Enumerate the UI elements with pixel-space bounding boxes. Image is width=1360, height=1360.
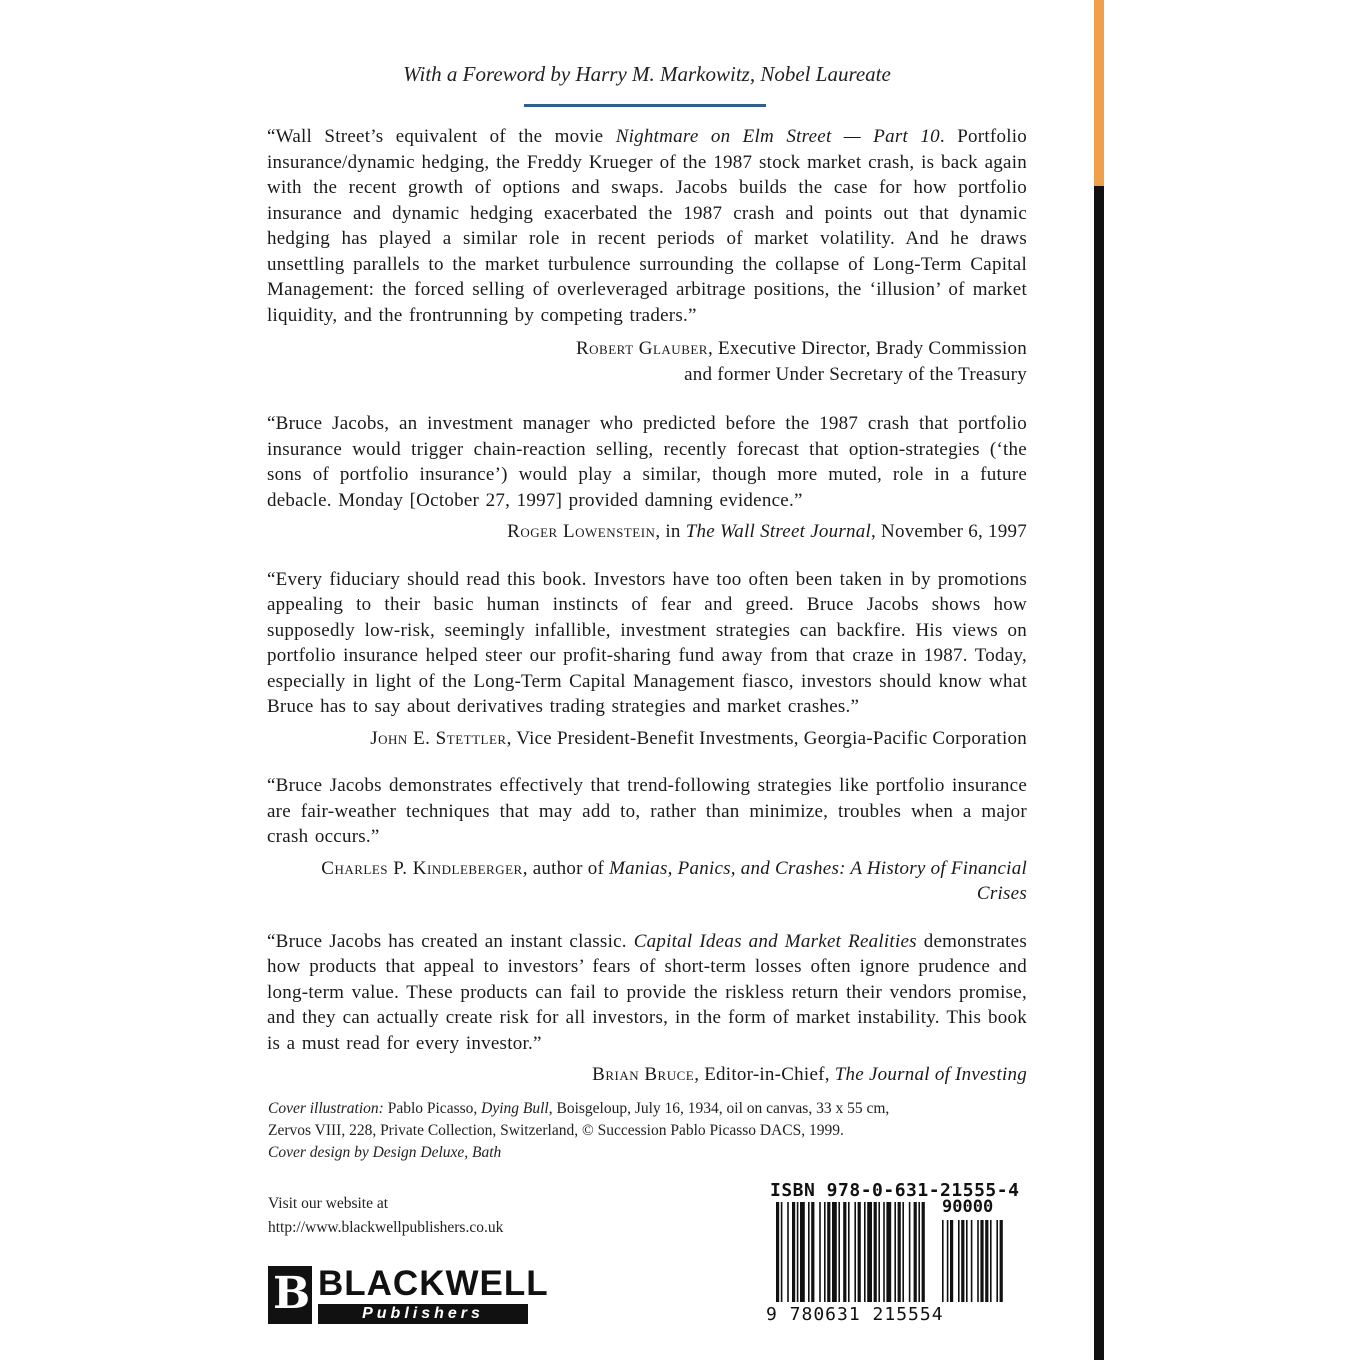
endorsement-kindleberger (267, 773, 1027, 907)
barcode-bar (886, 1202, 891, 1302)
website-block (268, 1192, 503, 1240)
quote-text: “Wall Street’s equivalent of the movie Nightmare on Elm Street — Part 10. Portfolio insurance/dynamic hedging, the Freddy Krueger of the 1987 stock market crash, is back again with the recent growth of options and swaps. Jacobs builds the case for how portfolio insurance and dynamic hedging exacerbated the 1987 crash and points out that dynamic hedging has played a similar role in recent periods of market volatility. And he draws unsettling parallels to the market turbulence surrounding the collapse of Long-Term Capital Management: the forced selling of overleveraged arbitrage positions, the ‘illusion’ of market liquidity, and the frontrunning by competing traders.” (267, 126, 1028, 326)
barcode-bar (824, 1202, 826, 1302)
barcode-bar (808, 1202, 810, 1302)
barcode-bar (776, 1202, 779, 1302)
addon-bar (950, 1220, 953, 1302)
addon-bar (971, 1220, 973, 1302)
barcode-bar (858, 1202, 861, 1302)
barcode-bar (894, 1202, 896, 1302)
title-rule (524, 104, 766, 107)
barcode-bar (922, 1202, 925, 1302)
barcode-bar (781, 1202, 783, 1302)
illustration-credit: Cover illustration: Pablo Picasso, Dying Bull, Boisgeloup, July 16, 1934, oil on canvas, 33 x 55 cm, (268, 1100, 890, 1117)
website-url[interactable]: http://www.blackwellpublishers.co.uk (268, 1219, 504, 1236)
barcode-bar (874, 1202, 877, 1302)
addon-bar (1000, 1220, 1003, 1302)
quote-attribution: Robert Glauber, Executive Director, Brady Commission and former Under Secretary of the Treasury (576, 338, 1027, 385)
foreword-line: With a Foreword by Harry M. Markowitz, Nobel Laureate (403, 62, 891, 86)
quote-attribution: John E. Stettler, Vice President-Benefit Investments, Georgia-Pacific Corporation (370, 727, 1027, 749)
addon-bar (990, 1220, 992, 1302)
barcode-bar (800, 1202, 805, 1302)
addon-bar (942, 1220, 944, 1302)
cover-credits (268, 1098, 1028, 1164)
barcode-bar (792, 1202, 795, 1302)
barcode-bar (819, 1202, 821, 1302)
barcode-bars (766, 1180, 1026, 1310)
addon-bar (996, 1220, 998, 1302)
barcode-bar (918, 1202, 920, 1302)
isbn-text: ISBN 978-0-631-21555-4 (770, 1180, 1020, 1201)
barcode-bar (838, 1202, 840, 1302)
publisher-name: BLACKWELL (318, 1264, 549, 1303)
barcode-bar (864, 1202, 866, 1302)
addon-bar (985, 1220, 988, 1302)
barcode-bar (898, 1202, 901, 1302)
publisher-mark: B (268, 1266, 312, 1324)
barcode-bar (797, 1202, 799, 1302)
barcode-digits: 9 780631 215554 (766, 1304, 944, 1325)
price-addon: 90000 (942, 1197, 994, 1217)
isbn-barcode (766, 1180, 1026, 1330)
quote-attribution: Charles P. Kindleberger, author of Manias, Panics, and Crashes: A History of Financial Crises (321, 857, 1027, 904)
barcode-bar (902, 1202, 904, 1302)
spine-orange-strip (1094, 0, 1104, 186)
barcode-bar (914, 1202, 917, 1302)
spine-black-strip (1094, 186, 1104, 1360)
addon-bar (980, 1220, 983, 1302)
publisher-sub: Publishers (318, 1304, 528, 1324)
website-label: Visit our website at (268, 1195, 389, 1212)
quote-attribution: Roger Lowenstein, in The Wall Street Journal, November 6, 1997 (507, 521, 1027, 542)
quote-text: “Bruce Jacobs has created an instant classic. Capital Ideas and Market Realities demonstrates how products that appeal to investors’ fears of short-term losses often ignore prudence and long-term value. These products can fail to provide the riskless return their vendors promise, and they can actually create risk for all investors, in the form of market instability. This book is a must read for every investor.” (267, 930, 1027, 1054)
quote-attribution: Brian Bruce, Editor-in-Chief, The Journal of Investing (592, 1064, 1027, 1085)
addon-bar (977, 1220, 979, 1302)
addon-bar (947, 1220, 949, 1302)
addon-bar (966, 1220, 968, 1302)
quote-text: “Bruce Jacobs demonstrates effectively that trend-following strategies like portfolio insurance are fair-weather techniques that may add to, rather than minimize, troubles when a major crash occurs.” (267, 775, 1027, 847)
barcode-bar (909, 1202, 911, 1302)
barcode-bar (843, 1202, 846, 1302)
barcode-bar (867, 1202, 872, 1302)
endorsement-glauber (267, 124, 1027, 387)
barcode-bar (848, 1202, 850, 1302)
barcode-bar (878, 1202, 880, 1302)
endorsement-lowenstein (267, 411, 1027, 545)
addon-bar (958, 1220, 960, 1302)
endorsements (267, 124, 1027, 1106)
barcode-bar (883, 1202, 885, 1302)
illustration-credit-line2: Zervos VIII, 228, Private Collection, Switzerland, © Succession Pablo Picasso DACS, 1999. (268, 1122, 844, 1139)
endorsement-stettler (267, 567, 1027, 752)
barcode-bar (787, 1202, 789, 1302)
design-credit: Cover design by Design Deluxe, Bath (268, 1144, 502, 1161)
barcode-bar (811, 1202, 814, 1302)
barcode-bar (854, 1202, 856, 1302)
endorsement-bruce (267, 929, 1027, 1088)
addon-bar (961, 1220, 964, 1302)
barcode-bar (827, 1202, 830, 1302)
publisher-logo (268, 1264, 549, 1326)
barcode-bar (832, 1202, 837, 1302)
quote-text: “Every fiduciary should read this book. Investors have too often been taken in by promotions appealing to their basic human instincts of fear and greed. Bruce Jacobs shows how supposedly low-risk, seemingly infallible, investment strategies can backfire. His views on portfolio insurance helped steer our profit-sharing fund away from that craze in 1987. Today, especially in light of the Long-Term Capital Management fiasco, investors should know what Bruce has to say about derivatives trading strategies and market crashes.” (267, 568, 1027, 717)
quote-text: “Bruce Jacobs, an investment manager who predicted before the 1987 crash that portfolio insurance would trigger chain-reaction selling, recently forecast that option-strategies (‘the sons of portfolio insurance’) would play a similar, though more muted, role in a future debacle. Monday [October 27, 1997] provided damning evidence.” (267, 413, 1027, 511)
